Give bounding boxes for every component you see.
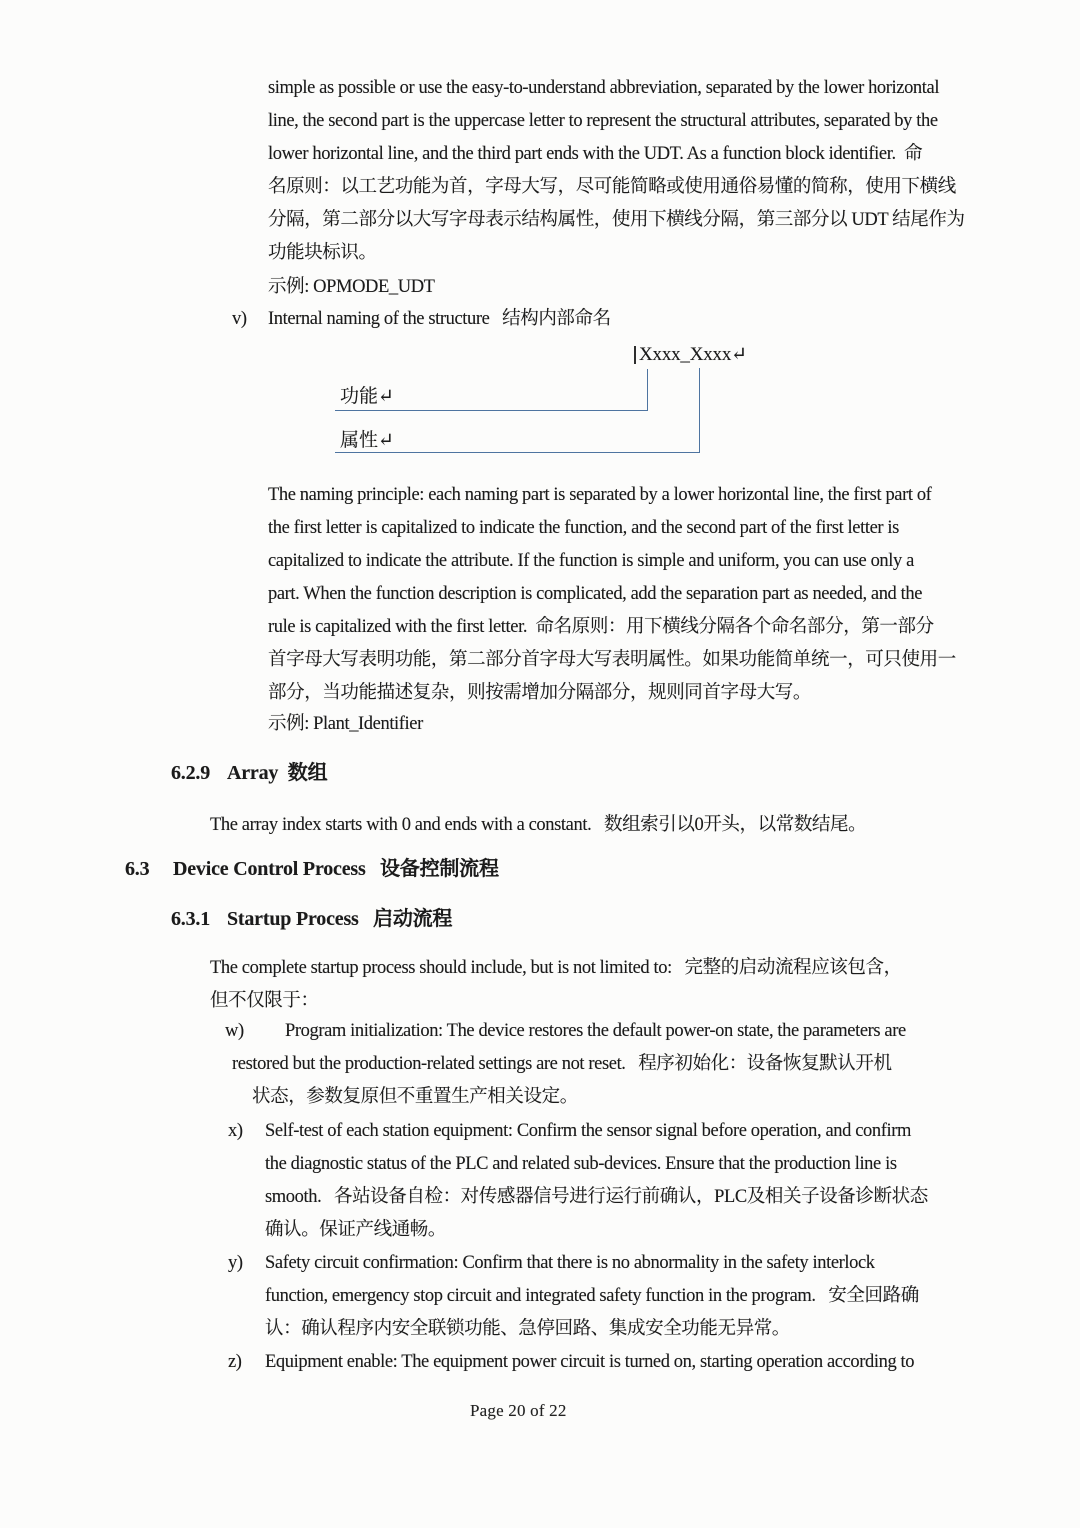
example-plant-identifier: 示例: Plant_Identifier	[268, 714, 423, 734]
paragraph-naming-principle	[268, 479, 956, 710]
text-line: line, the second part is the uppercase letter to represent the structural attributes, separated by the	[268, 111, 938, 131]
text-line: lower horizontal line, and the third part ends with the UDT. As a function block identifier. 命	[268, 144, 923, 164]
list-marker-z: z)	[228, 1352, 242, 1372]
section-6-2-9-number: 6.2.9	[171, 762, 211, 784]
text-line: function, emergency stop circuit and integrated safety function in the program. 安全回路确	[265, 1286, 919, 1306]
text-line: 确认。保证产线通畅。	[265, 1220, 447, 1240]
text-line: 名原则：以工艺功能为首，字母大写，尽可能简略或使用通俗易懂的简称，使用下横线	[268, 177, 956, 197]
text-line: rule is capitalized with the first letter. 命名原则：用下横线分隔各个命名部分，第一部分	[268, 617, 934, 637]
section-6-3-number: 6.3	[125, 858, 150, 880]
text-line: Equipment enable: The equipment power circuit is turned on, starting operation according to	[265, 1352, 915, 1372]
list-marker-y: y)	[228, 1253, 243, 1273]
text-line: The complete startup process should include, but is not limited to: 完整的启动流程应该包含，	[210, 958, 902, 978]
list-marker-x: x)	[228, 1121, 243, 1141]
list-item-z-text	[265, 1346, 914, 1379]
list-item-w-line-2: restored but the production-related settings are not reset. 程序初始化：设备恢复默认开机	[232, 1054, 892, 1074]
diagram-attribute-label: 属性↵	[340, 430, 394, 451]
text-line: 认：确认程序内安全联锁功能、急停回路、集成安全功能无异常。	[265, 1319, 790, 1339]
text-line: 但不仅限于：	[210, 991, 319, 1011]
list-item-w-line-1: Program initialization: The device restores the default power-on state, the parameters are	[285, 1021, 906, 1041]
text-line: smooth. 各站设备自检：对传感器信号进行运行前确认，PLC及相关子设备诊断状态	[265, 1187, 928, 1207]
text-line: the first letter is capitalized to indicate the function, and the second part of the first letter is	[268, 518, 899, 538]
text-line: Self-test of each station equipment: Confirm the sensor signal before operation, and confirm	[265, 1121, 911, 1141]
text-line: simple as possible or use the easy-to-understand abbreviation, separated by the lower horizontal	[268, 78, 940, 98]
text-line: capitalized to indicate the attribute. If the function is simple and uniform, you can use only a	[268, 551, 914, 571]
list-marker-w: w)	[225, 1021, 244, 1041]
section-6-2-9-title: Array 数组	[227, 762, 328, 784]
text-line: 功能块标识。	[268, 243, 377, 263]
paragraph-startup-intro	[210, 952, 902, 1018]
section-6-3-1-number: 6.3.1	[171, 908, 211, 930]
paragraph-udt-naming-rule	[268, 72, 965, 270]
diagram-function-label: 功能↵	[340, 386, 394, 407]
list-item-v-text: Internal naming of the structure 结构内部命名	[268, 309, 611, 329]
section-6-3-title: Device Control Process 设备控制流程	[173, 858, 499, 880]
text-line: The naming principle: each naming part is separated by a lower horizontal line, the first part of	[268, 485, 932, 505]
text-line: part. When the function description is complicated, add the separation part as needed, and the	[268, 584, 923, 604]
list-item-x-text	[265, 1115, 928, 1247]
example-opmode-udt: 示例: OPMODE_UDT	[268, 277, 435, 297]
list-item-w-line-3: 状态，参数复原但不重置生产相关设定。	[252, 1087, 578, 1107]
paragraph-array-index: The array index starts with 0 and ends with a constant. 数组索引以0开头，以常数结尾。	[210, 815, 867, 835]
section-6-3-1-title: Startup Process 启动流程	[227, 908, 453, 930]
page-number-footer: Page 20 of 22	[470, 1401, 567, 1420]
text-line: Safety circuit confirmation: Confirm that there is no abnormality in the safety interlock	[265, 1253, 875, 1273]
diagram-structure-name: Xxxx_Xxxx↵	[639, 344, 747, 365]
text-line: 首字母大写表明功能，第二部分首字母大写表明属性。如果功能简单统一，可只使用一	[268, 650, 956, 670]
list-marker-v: v)	[232, 309, 247, 329]
text-cursor-mark	[634, 346, 636, 364]
list-item-y-text	[265, 1247, 919, 1346]
text-line: 部分，当功能描述复杂，则按需增加分隔部分，规则同首字母大写。	[268, 683, 812, 703]
text-line: the diagnostic status of the PLC and related sub-devices. Ensure that the production line is	[265, 1154, 897, 1174]
text-line: 分隔，第二部分以大写字母表示结构属性，使用下横线分隔，第三部分以 UDT 结尾作为	[268, 210, 965, 230]
